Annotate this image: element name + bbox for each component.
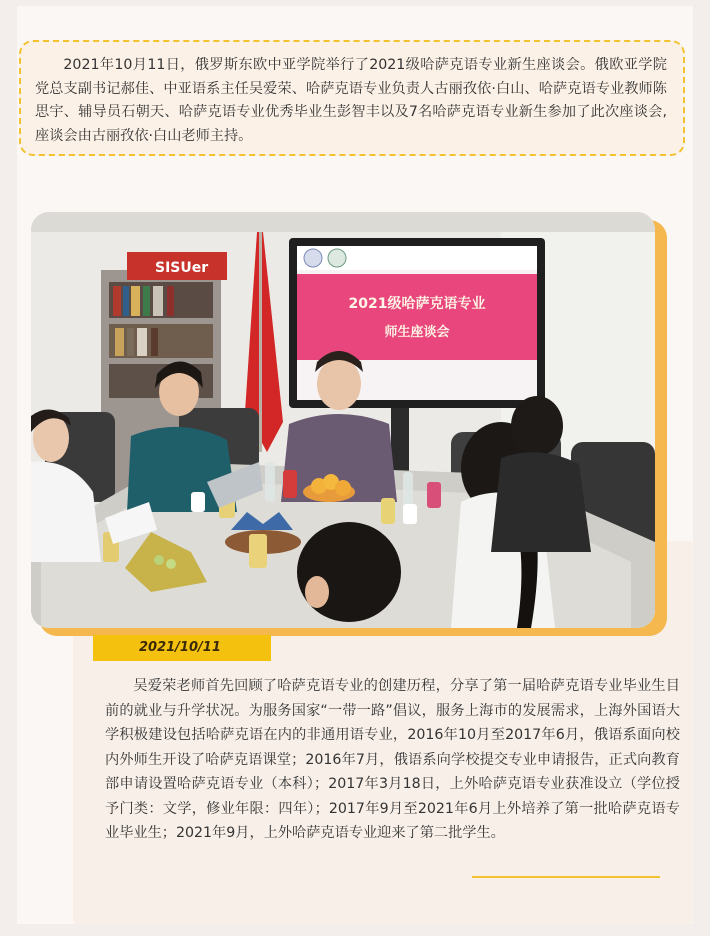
intro-text: 2021年10月11日，俄罗斯东欧中亚学院举行了2021级哈萨克语专业新生座谈会。俄欧亚学院党总支副书记郝佳、中亚语系主任吴爱荣、哈萨克语专业负责人古丽孜依·白山、哈萨克语专业教师陈思宇、辅导员石朝天、哈萨克语专业优秀毕业生彭智丰以及7名哈萨克语专业新生参加了此次座谈会, 座谈会由古丽孜依·白山老师主持。 [35, 57, 667, 144]
end-divider-line [472, 876, 660, 878]
article-page [17, 6, 693, 924]
body-text: 吴爱荣老师首先回顾了哈萨克语专业的创建历程，分享了第一届哈萨克语专业毕业生目前的就业与升学状况。为服务国家“一带一路”倡议，服务上海市的发展需求，上海外国语大学积极建设包括哈萨克语在内的非通用语专业，2016年10月至2017年6月，俄语系面向校内外师生开设了哈萨克语课堂；2016年7月，俄语系向学校提交专业申请报告，正式向教育部申请设置哈萨克语专业（本科）；2017年3月18日，上外哈萨克语专业获准设立（学位授予门类：文学，修业年限：四年）；2017年9月至2021年6月上外培养了第一批哈萨克语专业毕业生；2021年9月，上外哈萨克语专业迎来了第二批学生。 [105, 678, 680, 841]
body-paragraph [105, 674, 680, 846]
intro-paragraph-box [19, 40, 685, 156]
svg-text:2021级哈萨克语专业: 2021级哈萨克语专业 [348, 296, 486, 312]
meeting-photo [31, 212, 655, 628]
svg-text:师生座谈会: 师生座谈会 [384, 325, 450, 340]
svg-text:SISUer: SISUer [155, 260, 209, 276]
date-badge: 2021/10/11 [93, 635, 271, 661]
